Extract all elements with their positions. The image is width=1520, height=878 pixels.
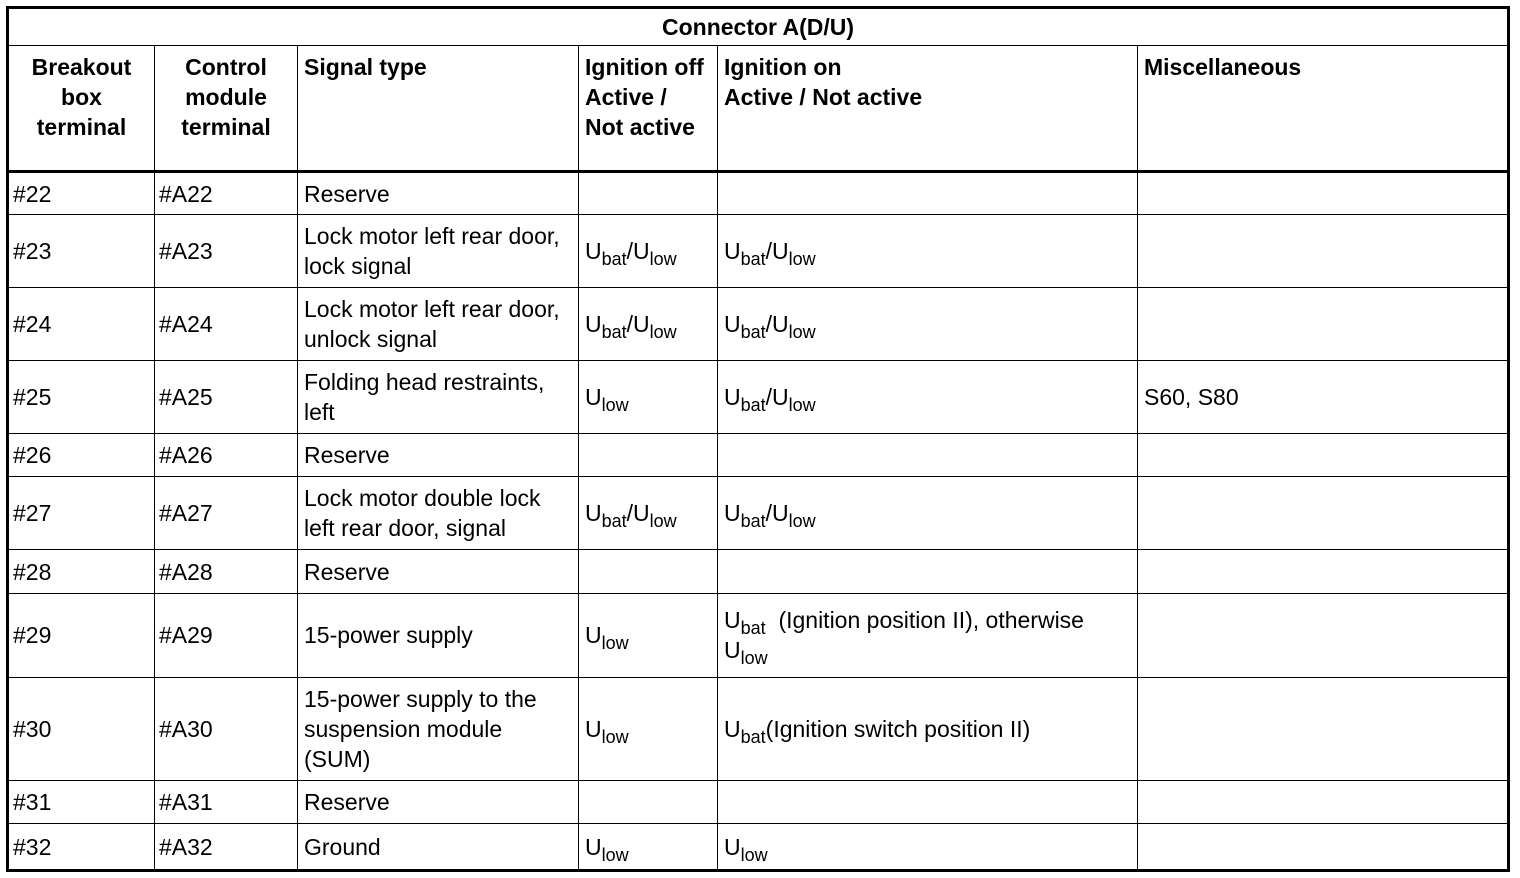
ignition-on-cell: $U_{bat}/U_{low}$ (718, 361, 1138, 434)
ignition-off-cell: $U_{bat}/U_{low}$ (579, 215, 718, 288)
connector-table (6, 6, 1510, 872)
table-row (8, 288, 1509, 361)
misc-cell (1138, 550, 1509, 593)
ignition-on-cell (718, 550, 1138, 593)
signal-cell: Reserve (298, 172, 579, 215)
table-row (8, 550, 1509, 593)
ignition-on-cell (718, 172, 1138, 215)
ignition-on-cell: $U_{bat}/U_{low}$ (718, 477, 1138, 550)
misc-cell (1138, 215, 1509, 288)
misc-cell (1138, 677, 1509, 780)
control-cell: #A28 (155, 550, 298, 593)
ignition-on-cell: $U_{low}$ (718, 824, 1138, 871)
ignition-on-cell (718, 433, 1138, 476)
signal-cell: Reserve (298, 550, 579, 593)
control-cell: #A24 (155, 288, 298, 361)
ignition-off-cell: $U_{low}$ (579, 824, 718, 871)
control-cell: #A25 (155, 361, 298, 434)
table-title: Connector A(D/U) (8, 8, 1509, 46)
header-miscellaneous: Miscellaneous (1138, 46, 1509, 172)
table-row (8, 361, 1509, 434)
ignition-on-note: (Ignition switch position II) (765, 715, 1031, 742)
signal-cell: Ground (298, 824, 579, 871)
table-row (8, 172, 1509, 215)
misc-cell (1138, 477, 1509, 550)
breakout-cell: #22 (8, 172, 155, 215)
table-row (8, 824, 1509, 871)
header-ignition-on-state: Active / Not active (724, 84, 923, 110)
ignition-on-cell: $U_{bat}/U_{low}$ (718, 215, 1138, 288)
control-cell: #A23 (155, 215, 298, 288)
control-cell: #A31 (155, 780, 298, 823)
breakout-cell: #23 (8, 215, 155, 288)
control-cell: #A30 (155, 677, 298, 780)
ignition-off-cell: $U_{low}$ (579, 361, 718, 434)
misc-cell (1138, 288, 1509, 361)
breakout-cell: #25 (8, 361, 155, 434)
table-row (8, 593, 1509, 677)
control-cell: #A32 (155, 824, 298, 871)
table-row (8, 477, 1509, 550)
ignition-off-cell (579, 172, 718, 215)
signal-cell: Lock motor double lock left rear door, signal (298, 477, 579, 550)
ignition-on-cell: $U_{bat}/U_{low}$ (718, 288, 1138, 361)
header-ignition-off-state: Active / Not active (585, 84, 695, 140)
header-ignition-on-title: Ignition on (724, 54, 842, 80)
signal-cell: Lock motor left rear door, unlock signal (298, 288, 579, 361)
table-row (8, 433, 1509, 476)
signal-cell: Reserve (298, 780, 579, 823)
misc-cell (1138, 433, 1509, 476)
table-row (8, 215, 1509, 288)
signal-cell: 15-power supply (298, 593, 579, 677)
misc-cell (1138, 780, 1509, 823)
ignition-off-cell: $U_{bat}/U_{low}$ (579, 477, 718, 550)
breakout-cell: #24 (8, 288, 155, 361)
ignition-off-cell: $U_{low}$ (579, 593, 718, 677)
signal-cell: Reserve (298, 433, 579, 476)
signal-cell: 15-power supply to the suspension module (SUM) (298, 677, 579, 780)
ignition-off-cell: $U_{bat}/U_{low}$ (579, 288, 718, 361)
ignition-off-cell (579, 780, 718, 823)
header-control-module-terminal: Control module terminal (155, 46, 298, 172)
ignition-off-cell (579, 550, 718, 593)
control-cell: #A29 (155, 593, 298, 677)
breakout-cell: #29 (8, 593, 155, 677)
header-ignition-on (718, 46, 1138, 172)
misc-cell (1138, 824, 1509, 871)
control-cell: #A27 (155, 477, 298, 550)
header-signal-type: Signal type (298, 46, 579, 172)
ignition-on-cell (718, 780, 1138, 823)
misc-cell: S60, S80 (1138, 361, 1509, 434)
breakout-cell: #28 (8, 550, 155, 593)
control-cell: #A26 (155, 433, 298, 476)
header-breakout-terminal: Breakout box terminal (8, 46, 155, 172)
table-row (8, 677, 1509, 780)
misc-cell (1138, 172, 1509, 215)
breakout-cell: #30 (8, 677, 155, 780)
breakout-cell: #26 (8, 433, 155, 476)
ignition-off-cell: $U_{low}$ (579, 677, 718, 780)
header-ignition-off (579, 46, 718, 172)
signal-cell: Lock motor left rear door, lock signal (298, 215, 579, 288)
misc-cell (1138, 593, 1509, 677)
ignition-on-cell: $U_{bat}$ (Ignition position II), otherwise $U_{low}$ (718, 593, 1138, 677)
header-ignition-off-title: Ignition off (585, 54, 704, 80)
signal-cell: Folding head restraints, left (298, 361, 579, 434)
breakout-cell: #31 (8, 780, 155, 823)
ignition-off-cell (579, 433, 718, 476)
ignition-on-note: (Ignition position II), otherwise (778, 607, 1084, 634)
breakout-cell: #32 (8, 824, 155, 871)
table-row (8, 780, 1509, 823)
breakout-cell: #27 (8, 477, 155, 550)
control-cell: #A22 (155, 172, 298, 215)
ignition-on-cell: $U_{bat}(Ignition$ switch position II) (718, 677, 1138, 780)
